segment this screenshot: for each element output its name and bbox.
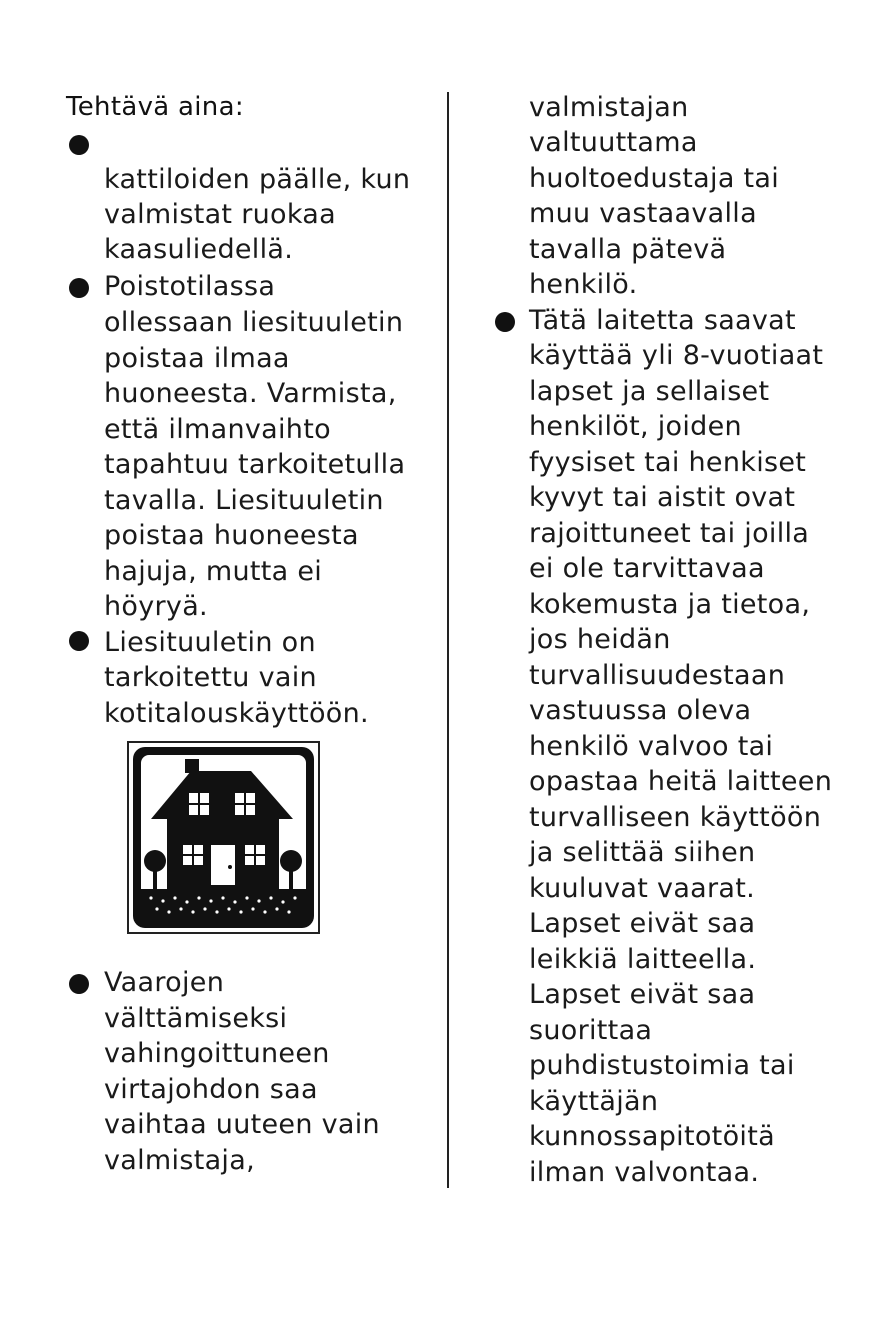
text-line: leikkiä laitteella. <box>529 944 757 975</box>
text-line: että ilmanvaihto <box>104 414 331 445</box>
text-line: hajuja, mutta ei <box>104 556 323 587</box>
text-line: ei ole tarvittavaa <box>529 553 765 584</box>
text-line: turvalliseen käyttöön <box>529 802 822 833</box>
text-line: ilman valvontaa. <box>529 1157 760 1188</box>
text-line: välttämiseksi <box>104 1003 288 1034</box>
text-line: valmistat ruokaa <box>104 199 336 230</box>
column-divider <box>447 92 449 1188</box>
text-line: huoneesta. Varmista, <box>104 378 397 409</box>
bullet-dot-icon <box>69 974 89 994</box>
text-line: valtuuttama <box>529 127 698 158</box>
text-line: kunnossapitotöitä <box>529 1121 775 1152</box>
household-use-house-icon <box>127 741 320 934</box>
text-line: vahingoittuneen <box>104 1038 330 1069</box>
text-line: henkilö. <box>529 269 638 300</box>
text-line: Lapset eivät saa <box>529 908 756 939</box>
text-line: kotitalouskäyttöön. <box>104 698 369 729</box>
text-line: vaihtaa uuteen vain <box>104 1109 380 1140</box>
text-line: ja selittää siihen <box>529 837 756 868</box>
bullet-dot-icon <box>69 278 89 298</box>
text-line: käyttäjän <box>529 1086 659 1117</box>
text-line: poistaa ilmaa <box>104 343 290 374</box>
text-line: opastaa heitä laitteen <box>529 766 833 797</box>
text-line: Tätä laitetta saavat <box>529 305 796 336</box>
bullet-dot-icon <box>495 312 515 332</box>
text-line: Vaarojen <box>104 967 225 998</box>
text-line: vastuussa oleva <box>529 695 752 726</box>
text-line: puhdistustoimia tai <box>529 1050 795 1081</box>
section-heading: Tehtävä aina: <box>66 92 244 122</box>
text-line: tavalla. Liesituuletin <box>104 485 384 516</box>
text-line: ollessaan liesituuletin <box>104 307 404 338</box>
text-line: valmistaja, <box>104 1145 255 1176</box>
text-line: höyryä. <box>104 591 208 622</box>
text-line: muu vastaavalla <box>529 198 757 229</box>
text-line: huoltoedustaja tai <box>529 163 780 194</box>
text-line: turvallisuudestaan <box>529 660 786 691</box>
text-line: tavalla pätevä <box>529 234 727 265</box>
text-line: tapahtuu tarkoitetulla <box>104 449 406 480</box>
text-line: kyvyt tai aistit ovat <box>529 482 796 513</box>
text-line: lapset ja sellaiset <box>529 376 770 407</box>
text-line: virtajohdon saa <box>104 1074 318 1105</box>
text-line: henkilöt, joiden <box>529 411 742 442</box>
text-line: käyttää yli 8-vuotiaat <box>529 340 824 371</box>
text-line: kokemusta ja tietoa, <box>529 589 811 620</box>
text-line: kattiloiden päälle, kun <box>104 164 411 195</box>
text-line: rajoittuneet tai joilla <box>529 518 810 549</box>
text-line: henkilö valvoo tai <box>529 731 774 762</box>
text-line: jos heidän <box>529 624 671 655</box>
text-line: poistaa huoneesta <box>104 520 359 551</box>
text-line: valmistajan <box>529 92 689 123</box>
text-line: kuuluvat vaarat. <box>529 873 756 904</box>
text-line: suorittaa <box>529 1015 653 1046</box>
text-line: tarkoitettu vain <box>104 662 317 693</box>
text-line: Lapset eivät saa <box>529 979 756 1010</box>
text-line: kaasuliedellä. <box>104 234 294 265</box>
bullet-dot-icon <box>69 631 89 651</box>
bullet-dot-icon <box>69 135 89 155</box>
text-line: Poistotilassa <box>104 271 276 302</box>
text-line: Liesituuletin on <box>104 627 316 658</box>
text-line: fyysiset tai henkiset <box>529 447 807 478</box>
